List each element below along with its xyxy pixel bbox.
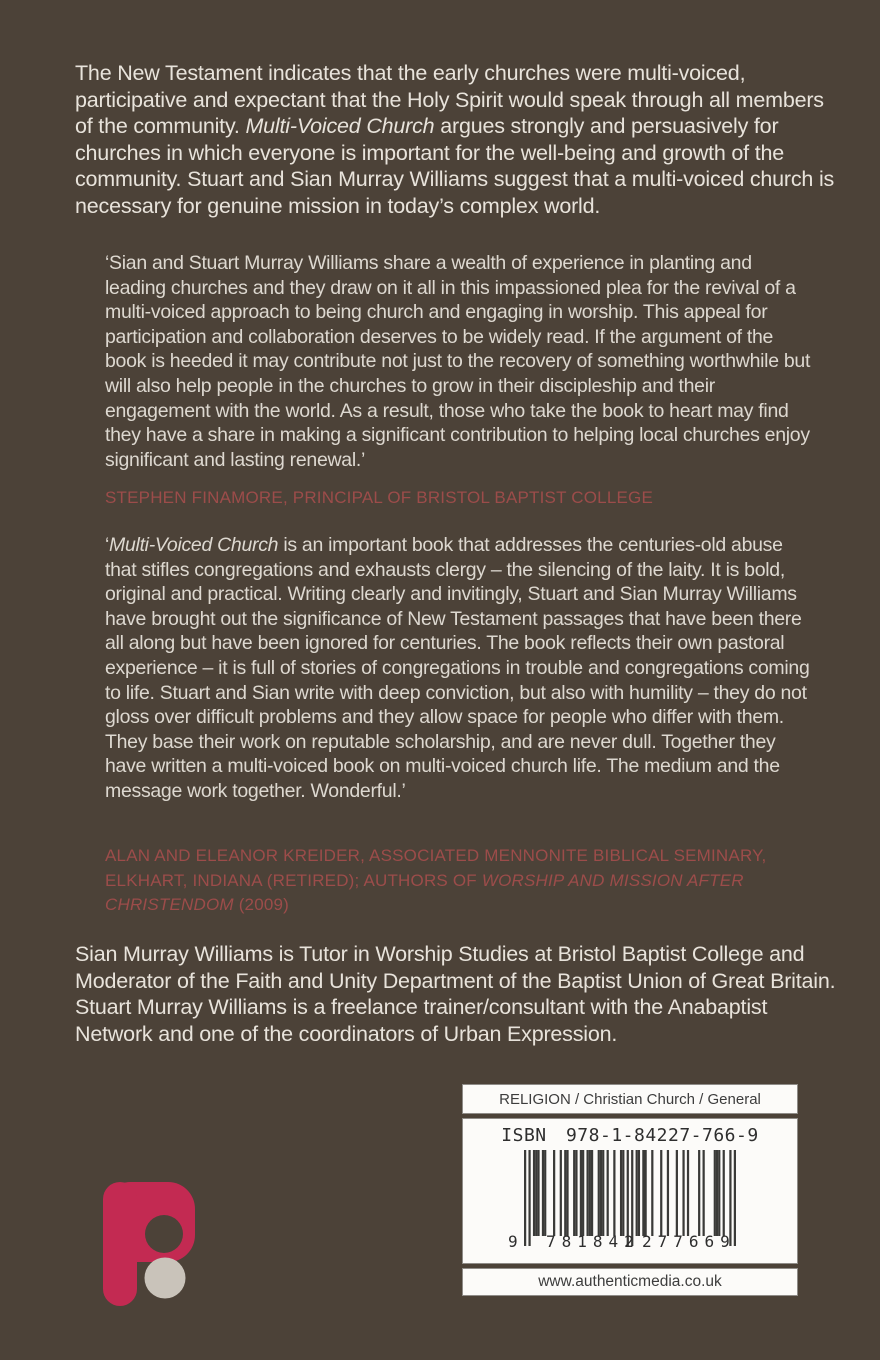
text-segment: Multi-Voiced Church <box>245 114 435 139</box>
text-segment: Multi-Voiced Church <box>109 534 279 556</box>
text-segment: The New Testament indicates that the early churches were multi-voiced, participative and expectant that the Holy Spirit would speak through all members of the community. <box>75 61 824 139</box>
text-segment: argues strongly and persuasively for churches in which everyone is important for the well-being and growth of the community. Stuart and Sian Murray Williams suggest that a multi-voiced church is necessary for genuine mission in today’s complex world. <box>75 114 835 218</box>
text-segment: WORSHIP AND MISSION AFTER CHRISTENDOM <box>105 870 744 914</box>
barcode-digits-right: 277669 <box>642 1232 736 1251</box>
endorsement-attribution-2 <box>105 844 805 918</box>
website-box <box>462 1268 798 1296</box>
intro-paragraph <box>75 60 839 220</box>
text-segment: STEPHEN FINAMORE, PRINCIPAL OF BRISTOL BAPTIST COLLEGE <box>105 488 653 507</box>
isbn-label: ISBN 978-1-84227-766-9 <box>501 1125 759 1146</box>
logo-counter <box>145 1215 183 1253</box>
text-segment: is an important book that addresses the centuries-old abuse that stifles congregations and exhausts clergy – the silencing of the laity. It is bold, original and practical. Writing clearly and invitingly, Stuart and Sian Murray Williams have brought out the significance of New Testament passages that have been there all along but have been ignored for centuries. The book reflects their own pastoral experience – it is full of stories of congregations in trouble and congregations coming to life. Stuart and Sian write with deep conviction, but also with humility – they do not gloss over difficult problems and they allow space for people who differ with them. They base their work on reputable scholarship, and are never dull. Together they have written a multi-voiced book on multi-voiced church life. The medium and the message work together. Wonderful.’ <box>105 534 810 802</box>
logo-grey-dot <box>145 1258 186 1299</box>
endorsement-attribution-1 <box>105 486 805 511</box>
endorsement-quote-2 <box>105 533 811 804</box>
endorsement-quote-1 <box>105 251 811 472</box>
publisher-website: www.authenticmedia.co.uk <box>538 1273 722 1290</box>
text-segment: ALAN AND ELEANOR KREIDER, ASSOCIATED MENNONITE BIBLICAL SEMINARY, ELKHART, INDIANA (RETIRED); AUTHORS OF <box>105 846 767 890</box>
barcode-digits-left: 781842 <box>546 1232 640 1251</box>
category-label: RELIGION / Christian Church / General <box>499 1090 761 1108</box>
category-box <box>462 1084 798 1114</box>
barcode-digits <box>508 1232 736 1251</box>
text-segment: ‘ <box>105 534 110 556</box>
author-bio: Sian Murray Williams is Tutor in Worship Studies at Bristol Baptist College and Moderator of the Faith and Unity Department of the Baptist Union of Great Britain. Stuart Murray Williams is a freelance trainer/consultant with the Anabaptist Network and one of the coordinators of Urban Expression. <box>75 942 836 1046</box>
barcode-digit-lead: 9 <box>508 1232 518 1251</box>
isbn-box <box>462 1118 798 1264</box>
logo-stem <box>103 1182 137 1306</box>
text-segment: (2009) <box>233 895 290 914</box>
text-segment: ‘Sian and Stuart Murray Williams share a wealth of experience in planting and leading churches and they draw on it all in this impassioned plea for the revival of a multi-voiced approach to being church and engaging in worship. This appeal for participation and collaboration deserves to be widely read. If the argument of the book is heeded it may contribute not just to the recovery of something worthwhile but will also help people in the churches to grow in their discipleship and their engagement with the world. As a result, those who take the book to heart may find they have a share in making a significant contribution to helping local churches enjoy significant and lasting renewal.’ <box>105 252 811 471</box>
barcode-panel <box>462 1084 798 1296</box>
paternoster-p-logo-icon <box>103 1182 195 1308</box>
